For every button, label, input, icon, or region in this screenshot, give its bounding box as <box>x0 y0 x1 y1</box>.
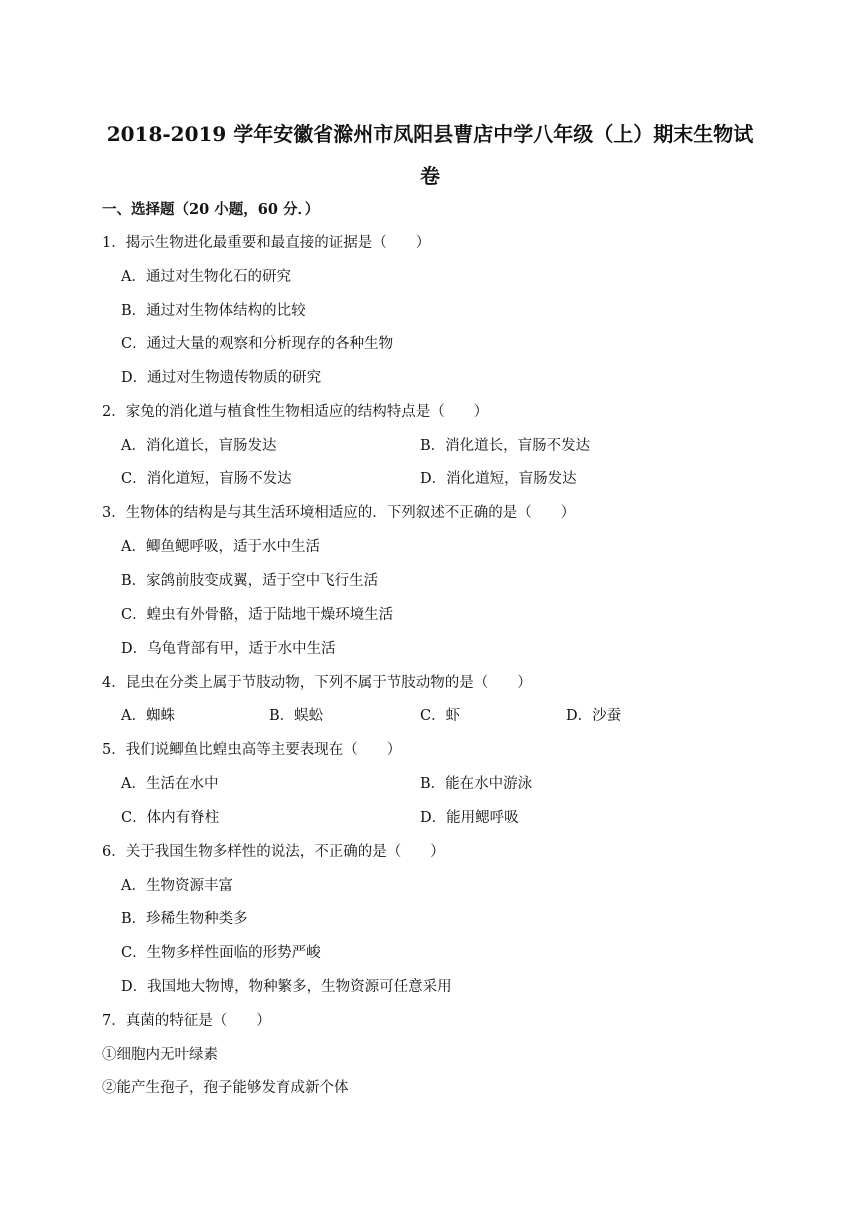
question-5-option-c: C．体内有脊柱 <box>121 810 220 826</box>
question-4-option-a: A．蜘蛛 <box>121 708 175 724</box>
question-1-option-b: B．通过对生物体结构的比较 <box>121 303 306 319</box>
question-6-stem: 6．关于我国生物多样性的说法，不正确的是（ ） <box>102 844 445 860</box>
question-4-option-c: C．虾 <box>420 708 461 724</box>
exam-title-line1: 2018-2019 学年安徽省滁州市凤阳县曹店中学八年级（上）期末生物试 <box>106 122 754 146</box>
question-2-stem: 2．家兔的消化道与植食性生物相适应的结构特点是（ ） <box>102 404 489 420</box>
question-6-option-d: D．我国地大物博，物种繁多，生物资源可任意采用 <box>121 979 452 995</box>
question-3-option-a: A．鲫鱼鳃呼吸，适于水中生活 <box>121 539 320 555</box>
question-2-option-c: C．消化道短，盲肠不发达 <box>121 471 292 487</box>
question-1-option-c: C．通过大量的观察和分析现存的各种生物 <box>121 336 394 352</box>
question-5-option-b: B．能在水中游泳 <box>420 776 533 792</box>
question-6-option-a: A．生物资源丰富 <box>121 878 233 894</box>
question-5-option-a: A．生活在水中 <box>121 776 219 792</box>
question-4-option-d: D．沙蚕 <box>566 708 622 724</box>
question-1-option-a: A．通过对生物化石的研究 <box>121 269 291 285</box>
question-6-option-c: C．生物多样性面临的形势严峻 <box>121 945 321 961</box>
question-2-option-b: B．消化道长，盲肠不发达 <box>420 438 591 454</box>
question-5-option-d: D．能用鳃呼吸 <box>420 810 519 826</box>
question-5-stem: 5．我们说鲫鱼比蝗虫高等主要表现在（ ） <box>102 742 402 758</box>
question-2-option-a: A．消化道长，盲肠发达 <box>121 438 277 454</box>
question-3-stem: 3．生物体的结构是与其生活环境相适应的．下列叙述不正确的是（ ） <box>102 505 576 521</box>
question-7-statement-1: ①细胞内无叶绿素 <box>102 1047 218 1063</box>
question-7-stem: 7．真菌的特征是（ ） <box>102 1013 271 1029</box>
question-1-option-d: D．通过对生物遗传物质的研究 <box>121 370 322 386</box>
question-7-statement-2: ②能产生孢子，孢子能够发育成新个体 <box>102 1080 349 1096</box>
question-3-option-b: B．家鸽前肢变成翼，适于空中飞行生活 <box>121 573 379 589</box>
question-4-stem: 4．昆虫在分类上属于节肢动物，下列不属于节肢动物的是（ ） <box>102 675 532 691</box>
question-3-option-d: D．乌龟背部有甲，适于水中生活 <box>121 641 336 657</box>
question-2-option-d: D．消化道短，盲肠发达 <box>420 471 577 487</box>
section-heading: 一、选择题（20 小题，60 分．） <box>102 201 320 218</box>
question-3-option-c: C．蝗虫有外骨骼，适于陆地干燥环境生活 <box>121 607 394 623</box>
question-1-stem: 1．揭示生物进化最重要和最直接的证据是（ ） <box>102 235 431 251</box>
exam-title-line2: 卷 <box>420 164 440 188</box>
question-4-option-b: B．蜈蚣 <box>269 708 324 724</box>
question-6-option-b: B．珍稀生物种类多 <box>121 911 248 927</box>
